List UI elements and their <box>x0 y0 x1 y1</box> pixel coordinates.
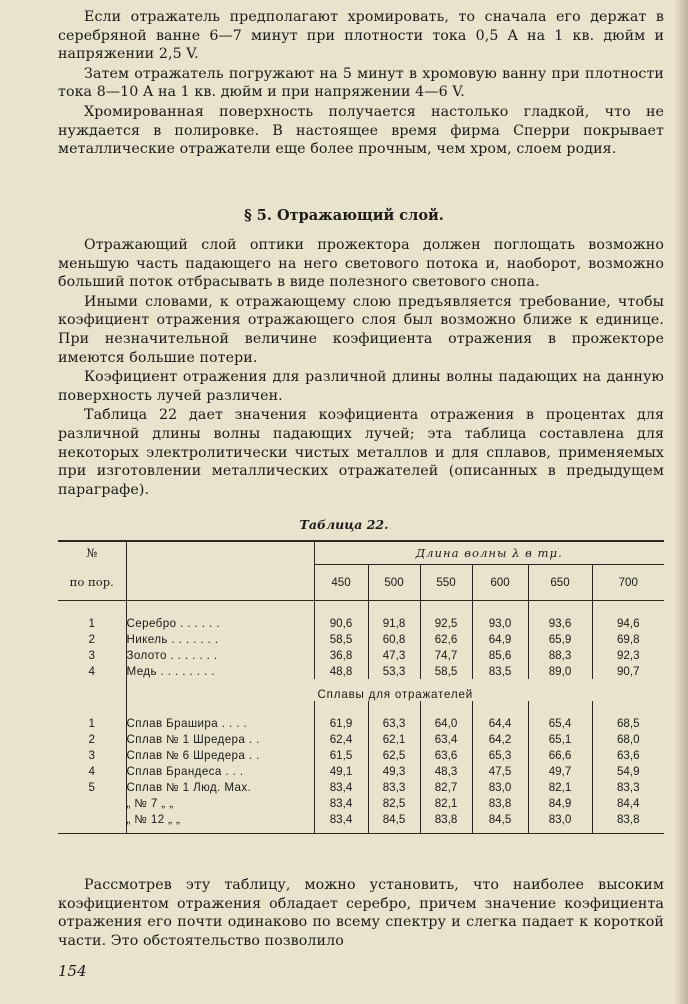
value-cell: 92,3 <box>592 647 664 663</box>
wavelength-header: Длина волны λ в mμ. <box>314 541 664 564</box>
value-cell: 49,7 <box>528 763 592 779</box>
value-cell: 84,5 <box>472 811 528 827</box>
row-number: 4 <box>88 764 95 778</box>
value-cell: 83,4 <box>314 811 368 827</box>
value-cell: 83,8 <box>420 811 472 827</box>
value-cell: 83,0 <box>472 779 528 795</box>
metal-rows <box>58 601 664 680</box>
value-cell: 74,7 <box>420 647 472 663</box>
value-cell: 64,9 <box>472 631 528 647</box>
value-cell: 63,3 <box>368 715 420 731</box>
value-cell: 49,1 <box>314 763 368 779</box>
value-cell: 65,9 <box>528 631 592 647</box>
value-cell: 62,5 <box>368 747 420 763</box>
value-cell: 83,5 <box>472 663 528 679</box>
table-row <box>58 811 664 827</box>
alloy-rows <box>58 715 664 827</box>
table-row <box>58 615 664 631</box>
row-label: Никель . . . . . . . <box>126 631 314 647</box>
value-cell: 61,9 <box>314 715 368 731</box>
value-cell: 58,5 <box>314 631 368 647</box>
value-cell: 65,1 <box>528 731 592 747</box>
value-cell: 66,6 <box>528 747 592 763</box>
table-row <box>58 663 664 679</box>
value-cell: 65,3 <box>472 747 528 763</box>
row-label: Сплав Брандеса . . . <box>126 763 314 779</box>
paragraph: Коэфициент отражения для различной длины волны падающих на данную поверхность лучей различен. <box>58 369 664 404</box>
table-row <box>58 747 664 763</box>
value-cell: 62,4 <box>314 731 368 747</box>
value-cell: 69,8 <box>592 631 664 647</box>
value-cell: 63,4 <box>420 731 472 747</box>
row-label: Золото . . . . . . . <box>126 647 314 663</box>
value-cell: 64,4 <box>472 715 528 731</box>
value-cell: 90,6 <box>314 615 368 631</box>
value-cell: 84,9 <box>528 795 592 811</box>
value-cell: 94,6 <box>592 615 664 631</box>
row-number: 2 <box>88 732 95 746</box>
value-cell: 62,6 <box>420 631 472 647</box>
value-cell: 65,4 <box>528 715 592 731</box>
row-label: Серебро . . . . . . <box>126 615 314 631</box>
wavelength-cell: 700 <box>592 564 664 601</box>
paragraph: Если отражатель предполагают хромировать, то сначала его держат в серебряной ванне 6—7 минут при плотности тока 0,5 A на 1 кв. дюйм и напряжении 2,5 V. <box>58 9 664 63</box>
row-label: Сплав Брашира . . . . <box>126 715 314 731</box>
paragraph: Иными словами, к отражающему слою предъявляется требование, чтобы коэфициент отражения отражающего слоя был возможно ближе к единице. При незначительной величине коэфициента отражения в прожекторе имеются большие потери. <box>58 293 664 366</box>
value-cell: 83,8 <box>592 811 664 827</box>
value-cell: 68,5 <box>592 715 664 731</box>
value-cell: 58,5 <box>420 663 472 679</box>
value-cell: 64,0 <box>420 715 472 731</box>
table-row <box>58 715 664 731</box>
row-number: 4 <box>88 664 95 678</box>
value-cell: 36,8 <box>314 647 368 663</box>
value-cell: 48,3 <box>420 763 472 779</box>
value-cell: 85,6 <box>472 647 528 663</box>
paragraph: Рассмотрев эту таблицу, можно установить, что наиболее высоким коэфициентом отражения обладает серебро, причем значение коэфициента отражения его почти одинаково по всему спектру и слегка падает к короткой части. Это обстоятельство позволило <box>58 877 664 949</box>
row-label: Сплав № 1 Люд. Мах. <box>126 779 314 795</box>
value-cell: 82,5 <box>368 795 420 811</box>
row-number: 5 <box>88 780 95 794</box>
paragraph: Хромированная поверхность получается настолько гладкой, что не нуждается в полировке. В настоящее время фирма Сперри покрывает металлические отражатели еще более прочным, чем хром, слоем родия. <box>58 103 664 158</box>
row-number: 3 <box>88 648 95 662</box>
value-cell: 82,7 <box>420 779 472 795</box>
value-cell: 83,8 <box>472 795 528 811</box>
value-cell: 49,3 <box>368 763 420 779</box>
value-cell: 82,1 <box>420 795 472 811</box>
value-cell: 63,6 <box>592 747 664 763</box>
value-cell: 68,0 <box>592 731 664 747</box>
row-number: 1 <box>88 716 95 730</box>
value-cell: 83,3 <box>592 779 664 795</box>
paragraph: Отражающий слой оптики прожектора должен поглощать возможно меньшую часть падающего на него светового потока и, наоборот, возможно больший поток отбрасывать в виде полезного светового снопа. <box>58 237 664 291</box>
table-caption: Таблица 22. <box>299 517 389 532</box>
value-cell: 82,1 <box>528 779 592 795</box>
value-cell: 92,5 <box>420 615 472 631</box>
table-row <box>58 795 664 811</box>
paragraph: Таблица 22 дает значения коэфициента отражения в процентах для различной длины волны падающих лучей; эта таблица составлена для некоторых электролитически чистых металлов и для сплавов, применяемых при изготовлении металлических отражателей (описанных в предыдущем параграфе). <box>58 407 664 498</box>
value-cell: 93,6 <box>528 615 592 631</box>
value-cell: 53,3 <box>368 663 420 679</box>
paragraph: Затем отражатель погружают на 5 минут в хромовую ванну при плотности тока 8—10 A на 1 кв. дюйм и при напряжении 4—6 V. <box>58 65 664 101</box>
table-row <box>58 779 664 795</box>
wavelength-cell: 500 <box>368 564 420 601</box>
page-number: 154 <box>58 962 87 980</box>
value-cell: 83,0 <box>528 811 592 827</box>
value-cell: 84,4 <box>592 795 664 811</box>
value-cell: 88,3 <box>528 647 592 663</box>
value-cell: 90,7 <box>592 663 664 679</box>
value-cell: 83,3 <box>368 779 420 795</box>
row-number <box>58 811 126 827</box>
value-cell: 47,5 <box>472 763 528 779</box>
row-number: 3 <box>88 748 95 762</box>
wavelength-cell: 650 <box>528 564 592 601</box>
text-block-top <box>58 8 664 160</box>
row-label: „ № 7 „ „ <box>126 795 314 811</box>
table-row <box>58 631 664 647</box>
row-label: „ № 12 „ „ <box>126 811 314 827</box>
wavelength-cell: 550 <box>420 564 472 601</box>
alloys-subheader: Сплавы для отражателей <box>126 679 664 701</box>
value-cell: 93,0 <box>472 615 528 631</box>
value-cell: 83,4 <box>314 779 368 795</box>
row-number: 1 <box>88 616 95 630</box>
row-label: Сплав № 1 Шредера . . <box>126 731 314 747</box>
row-number: 2 <box>88 632 95 646</box>
header-no-sub: по пор. <box>69 575 114 589</box>
value-cell: 54,9 <box>592 763 664 779</box>
value-cell: 64,2 <box>472 731 528 747</box>
value-cell: 48,8 <box>314 663 368 679</box>
text-block-bottom <box>58 876 664 951</box>
page-edge-shadow <box>674 0 688 1004</box>
value-cell: 47,3 <box>368 647 420 663</box>
row-label: Сплав № 6 Шредера . . <box>126 747 314 763</box>
reflection-table <box>58 540 664 858</box>
value-cell: 62,1 <box>368 731 420 747</box>
section-heading: § 5. Отражающий слой. <box>244 207 444 224</box>
value-cell: 91,8 <box>368 615 420 631</box>
value-cell: 83,4 <box>314 795 368 811</box>
value-cell: 60,8 <box>368 631 420 647</box>
header-no: № <box>86 546 98 560</box>
row-number <box>58 795 126 811</box>
value-cell: 89,0 <box>528 663 592 679</box>
table-row <box>58 731 664 747</box>
wavelength-cell: 450 <box>314 564 368 601</box>
wavelength-cell: 600 <box>472 564 528 601</box>
text-block-middle <box>58 236 664 500</box>
table-row <box>58 647 664 663</box>
row-label: Медь . . . . . . . . <box>126 663 314 679</box>
table-row <box>58 763 664 779</box>
value-cell: 84,5 <box>368 811 420 827</box>
value-cell: 61,5 <box>314 747 368 763</box>
value-cell: 63,6 <box>420 747 472 763</box>
